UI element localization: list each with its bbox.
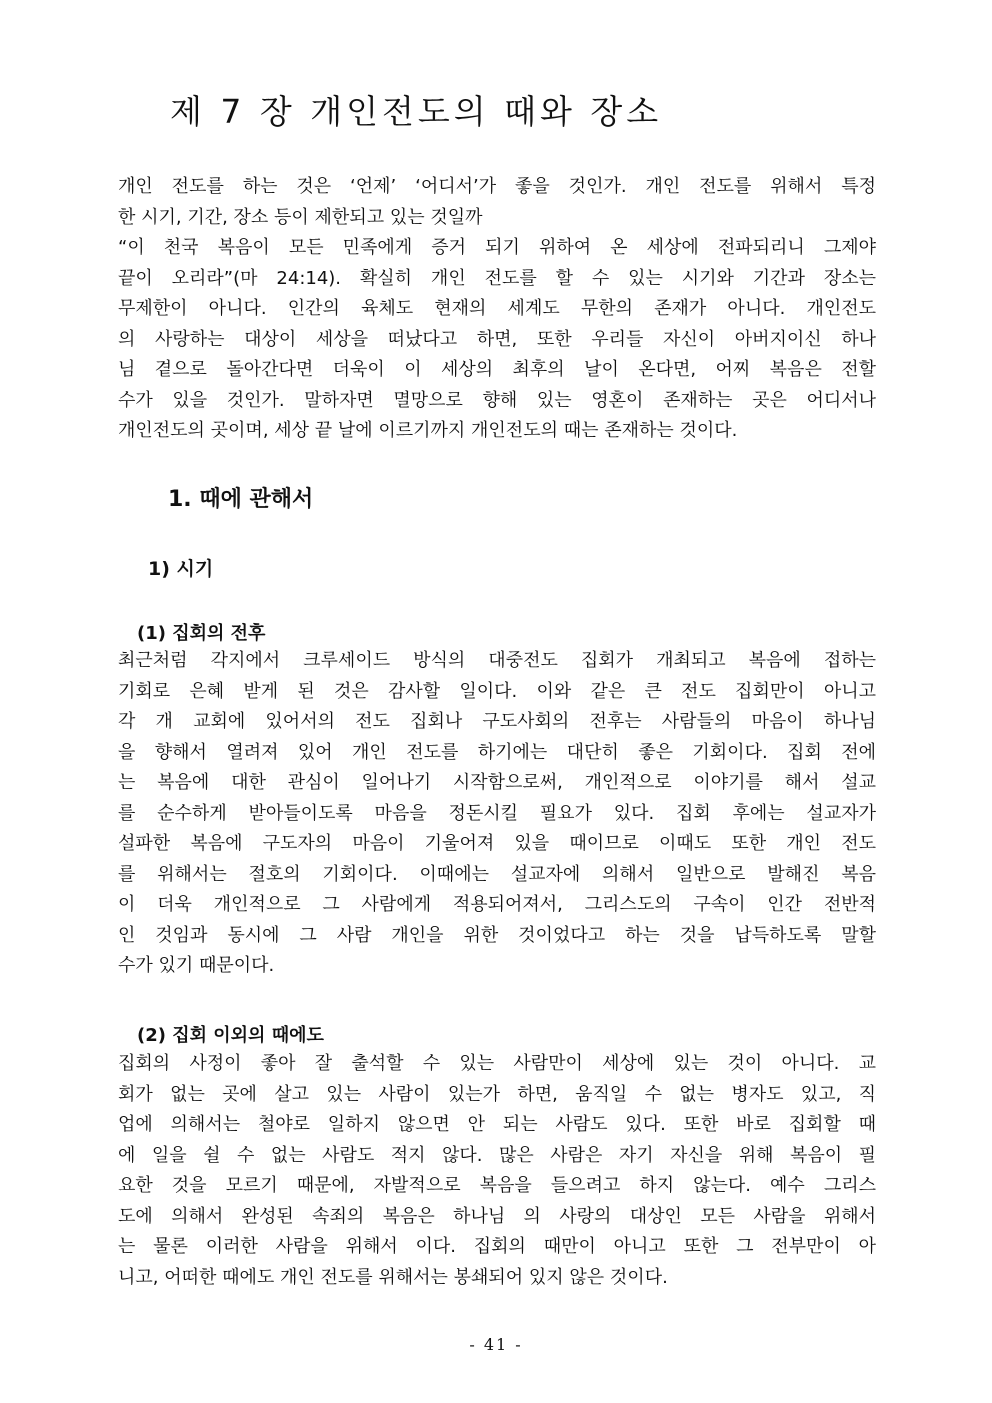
text-line: 각 개 교회에 있어서의 전도 집회나 구도사회의 전후는 사람들의 마음이 하나님: [118, 711, 876, 732]
text-line: 수가 있기 때문이다.: [118, 955, 275, 976]
text-line: 도에 의해서 완성된 속죄의 복음은 하나님 의 사랑의 대상인 모든 사람을 위해서: [118, 1205, 876, 1227]
text-line: 요한 것을 모르기 때문에, 자발적으로 복음을 들으려고 하지 않는다. 예수 그리스: [118, 1175, 876, 1196]
text-line: 개인전도의 곳이며, 세상 끝 날에 이르기까지 개인전도의 때는 존재하는 것이다.: [118, 420, 738, 441]
text-line: 를 위해서는 절호의 기회이다. 이때에는 설교자에 의해서 일반으로 발해진 복음: [118, 863, 876, 885]
text-line: 무제한이 아니다. 인간의 육체도 현재의 세계도 무한의 존재가 아니다. 개인전도: [118, 298, 876, 319]
intro-paragraph: [118, 172, 876, 447]
section-heading: 1. 때에 관해서: [168, 487, 314, 512]
paragraph-2-body: [118, 1049, 876, 1293]
text-line: 의 사랑하는 대상이 세상을 떠났다고 하면, 또한 우리들 자신이 아버지이신 하나: [118, 328, 876, 350]
text-line: “이 천국 복음이 모든 민족에게 증거 되기 위하여 온 세상에 전파되리니 그제야: [118, 237, 876, 258]
subsection-heading: 1) 시기: [148, 558, 214, 580]
paragraph-heading-2: (2) 집회 이외의 때에도: [137, 1025, 324, 1046]
text-line: 설파한 복음에 구도자의 마음이 기울어져 있을 때이므로 이때도 또한 개인 전도: [118, 833, 876, 854]
chapter-title: 제 7 장 개인전도의 때와 장소: [170, 92, 663, 131]
text-line: 을 향해서 열려져 있어 개인 전도를 하기에는 대단히 좋은 기회이다. 집회 전에: [118, 741, 876, 763]
text-line: 는 복음에 대한 관심이 일어나기 시작함으로써, 개인적으로 이야기를 해서 설교: [118, 772, 876, 793]
text-line: 기회로 은혜 받게 된 것은 감사할 일이다. 이와 같은 큰 전도 집회만이 아니고: [118, 680, 876, 702]
paragraph-1-body: [118, 646, 876, 982]
text-line: 업에 의해서는 철야로 일하지 않으면 안 되는 사람도 있다. 또한 바로 집회할 때: [118, 1114, 876, 1135]
text-line: 이 더욱 개인적으로 그 사람에게 적용되어져서, 그리스도의 구속이 인간 전반적: [118, 894, 876, 915]
page-number: - 41 -: [469, 1335, 523, 1354]
text-line: 는 물론 이러한 사람을 위해서 이다. 집회의 때만이 아니고 또한 그 전부만이 아: [118, 1236, 876, 1257]
text-line: 끝이 오리라”(마 24:14). 확실히 개인 전도를 할 수 있는 시기와 기간과 장소는: [118, 267, 876, 289]
text-line: 님 곁으로 돌아간다면 더욱이 이 세상의 최후의 날이 온다면, 어찌 복음은 전할: [118, 359, 876, 380]
text-line: 니고, 어떠한 때에도 개인 전도를 위해서는 봉쇄되어 있지 않은 것이다.: [118, 1266, 668, 1288]
paragraph-heading-1: (1) 집회의 전후: [137, 623, 266, 644]
text-line: 에 일을 쉴 수 없는 사람도 적지 않다. 많은 사람은 자기 자신을 위해 복음이 필: [118, 1144, 876, 1166]
text-line: 회가 없는 곳에 살고 있는 사람이 있는가 하면, 움직일 수 없는 병자도 있고, 직: [118, 1083, 876, 1105]
text-line: 를 순수하게 받아들이도록 마음을 정돈시킬 필요가 있다. 집회 후에는 설교자가: [118, 802, 876, 824]
text-line: 집회의 사정이 좋아 잘 출석할 수 있는 사람만이 세상에 있는 것이 아니다. 교: [118, 1053, 876, 1074]
text-line: 개인 전도를 하는 것은 ‘언제’ ‘어디서’가 좋을 것인가. 개인 전도를 위해서 특정: [118, 176, 876, 197]
text-line: 수가 있을 것인가. 말하자면 멸망으로 향해 있는 영혼이 존재하는 곳은 어디서나: [118, 389, 876, 411]
text-line: 인 것임과 동시에 그 사람 개인을 위한 것이었다고 하는 것을 납득하도록 말할: [118, 924, 876, 946]
text-line: 최근처럼 각지에서 크루세이드 방식의 대중전도 집회가 개최되고 복음에 접하는: [118, 650, 876, 671]
text-line: 한 시기, 기간, 장소 등이 제한되고 있는 것일까: [118, 206, 483, 228]
